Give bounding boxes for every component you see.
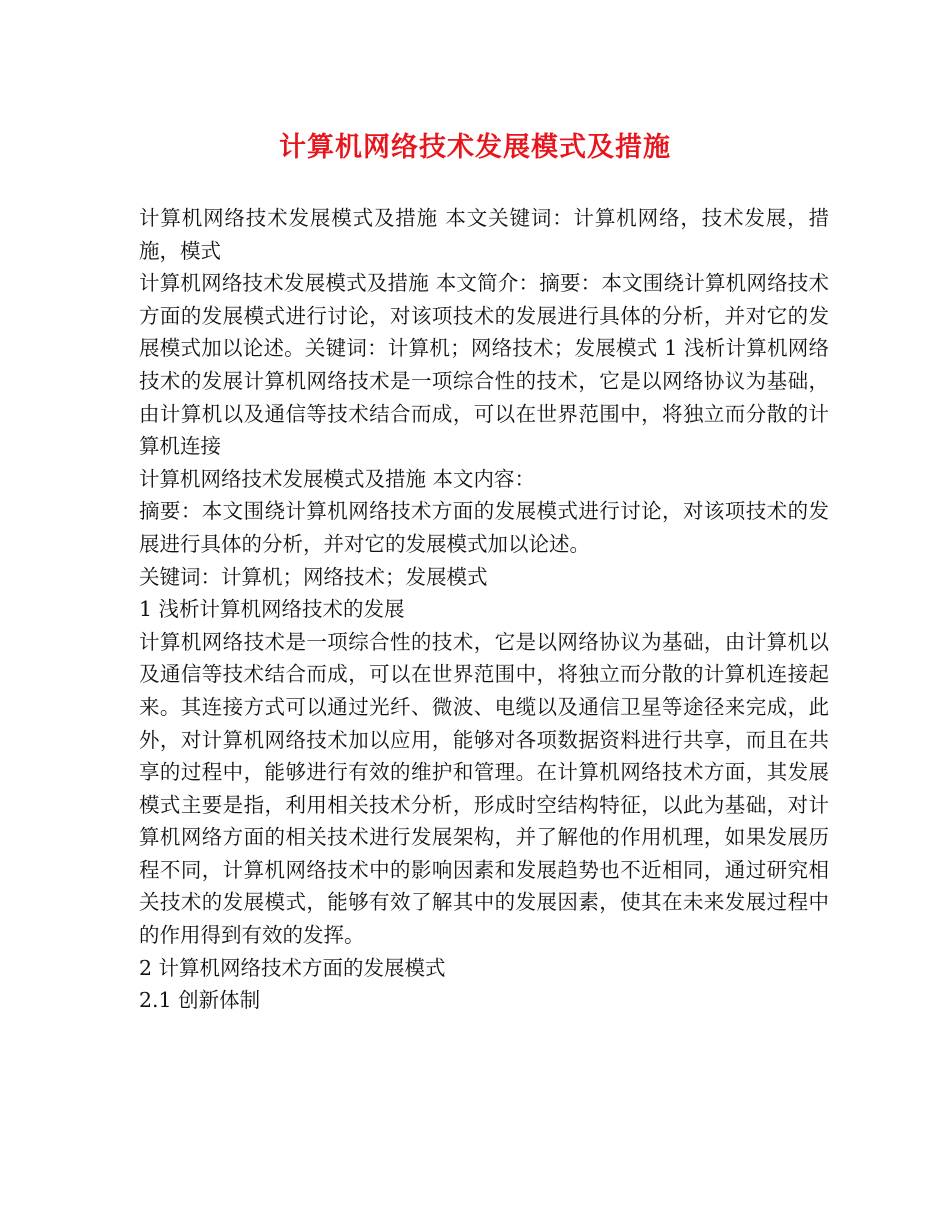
- document-body: [139, 202, 829, 1017]
- document-title: 计算机网络技术发展模式及措施: [279, 132, 671, 163]
- keywords-paragraph: 关键词：计算机；网络技术；发展模式: [139, 564, 488, 589]
- section-heading-2: 2 计算机网络技术方面的发展模式: [139, 955, 446, 980]
- content-heading: 计算机网络技术发展模式及措施 本文内容：: [139, 466, 536, 491]
- summary-paragraph: 计算机网络技术发展模式及措施 本文简介：摘要：本文围绕计算机网络技术方面的发展模式进行讨论，对该项技术的发展进行具体的分析，并对它的发展模式加以论述。关键词：计算机；网络技术；发展模式 1 浅析计算机网络技术的发展计算机网络技术是一项综合性的技术，它是以网络协议为基础，由计算机以及通信等技术结合而成，可以在世界范围中，将独立而分散的计算机连接: [139, 271, 829, 459]
- keywords-line: 计算机网络技术发展模式及措施 本文关键词：计算机网络，技术发展，措施，模式: [139, 206, 829, 263]
- subsection-heading-2-1: 2.1 创新体制: [139, 988, 261, 1013]
- section-heading-1: 1 浅析计算机网络技术的发展: [139, 597, 405, 622]
- body-paragraph: 计算机网络技术是一项综合性的技术，它是以网络协议为基础，由计算机以及通信等技术结合而成，可以在世界范围中，将独立而分散的计算机连接起来。其连接方式可以通过光纤、微波、电缆以及通信卫星等途径来完成，此外，对计算机网络技术加以应用，能够对各项数据资料进行共享，而且在共享的过程中，能够进行有效的维护和管理。在计算机网络技术方面，其发展模式主要是指，利用相关技术分析，形成时空结构特征，以此为基础，对计算机网络方面的相关技术进行发展架构，并了解他的作用机理，如果发展历程不同，计算机网络技术中的影响因素和发展趋势也不近相同，通过研究相关技术的发展模式，能够有效了解其中的发展因素，使其在未来发展过程中的作用得到有效的发挥。: [139, 629, 829, 948]
- abstract-paragraph: 摘要：本文围绕计算机网络技术方面的发展模式进行讨论，对该项技术的发展进行具体的分析，并对它的发展模式加以论述。: [139, 499, 829, 556]
